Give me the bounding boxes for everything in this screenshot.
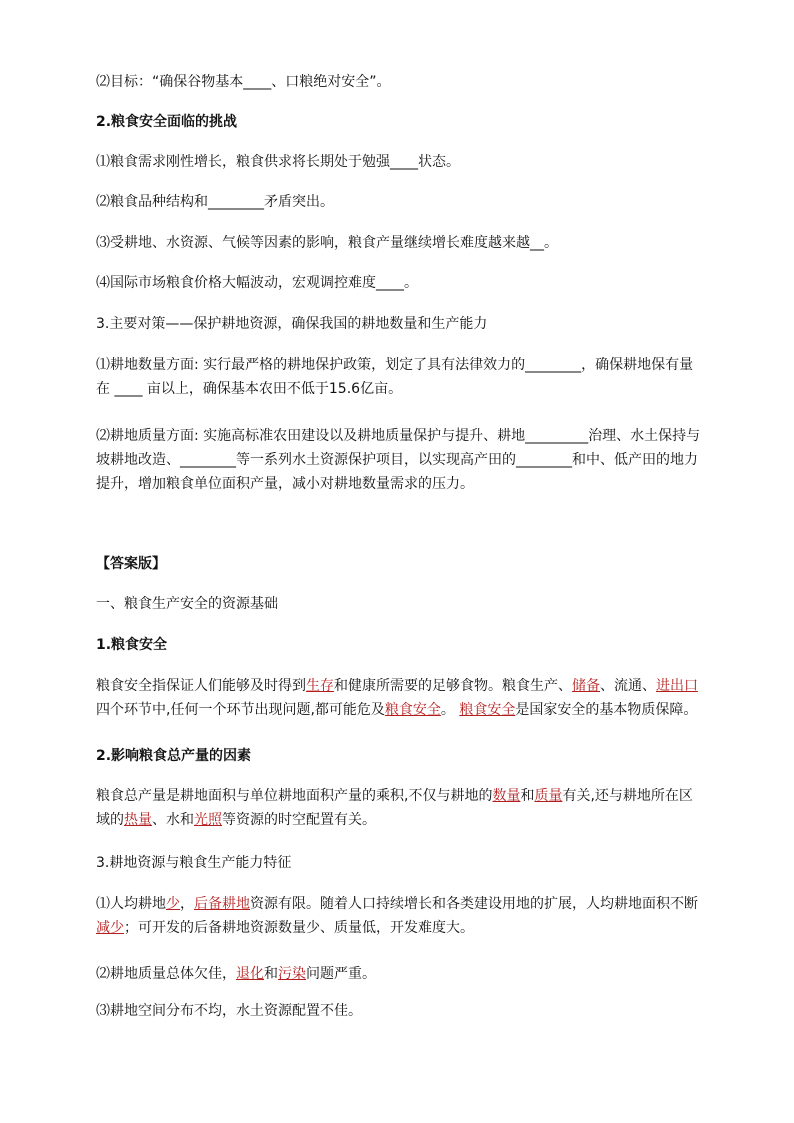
answer-term: 储备 [572, 678, 600, 694]
challenge-4: ⑷国际市场粮食价格大幅波动，宏观调控难度____。 [96, 275, 418, 291]
text: 是国家安全的基本物质保障。 [515, 702, 698, 718]
challenge-3: ⑶受耕地、水资源、气候等因素的影响，粮食产量继续增长难度越来越__。 [96, 235, 558, 251]
text: 粮食总产量是耕地面积与单位耕地面积产量的乘积,不仅与耕地的 [96, 788, 493, 804]
text: 、流通、 [600, 678, 656, 694]
text: 资源有限。随着人口持续增长和各类建设用地的扩展，人均耕地面积不断 [250, 896, 698, 912]
heading-measures: 3.主要对策——保护耕地资源，确保我国的耕地数量和生产能力 [96, 316, 488, 332]
text: 粮食安全指保证人们能够及时得到 [96, 678, 306, 694]
text: 和健康所需要的足够食物。粮食生产、 [334, 678, 572, 694]
challenge-2: ⑵粮食品种结构和________矛盾突出。 [96, 194, 334, 210]
heading-total-output: 2.影响粮食总产量的因素 [96, 748, 252, 764]
answer-term: 进出口 [656, 678, 698, 694]
answer-term: 粮食安全 [459, 702, 516, 718]
text: 有关,还与耕地所在区域的 [96, 788, 693, 828]
farmland-point-1 [96, 892, 702, 940]
text: 和 [520, 788, 535, 804]
heading-farmland: 3.耕地资源与粮食生产能力特征 [96, 855, 292, 871]
heading-food-security: 1.粮食安全 [96, 637, 168, 653]
text: ⑴人均耕地 [96, 896, 166, 912]
section-1-title: 一、粮食生产安全的资源基础 [96, 596, 278, 612]
answer-header: 【答案版】 [96, 556, 166, 572]
answer-term: 后备耕地 [194, 896, 250, 912]
answer-term: 减少 [96, 920, 124, 936]
answer-term: 质量 [534, 788, 563, 804]
text: 和 [264, 966, 278, 982]
answer-term: 污染 [278, 966, 306, 982]
text: 问题严重。 [306, 966, 376, 982]
text: ；可开发的后备耕地资源数量少、质量低，开发难度大。 [124, 920, 474, 936]
heading-challenges: 2.粮食安全面临的挑战 [96, 114, 238, 130]
text: 、水和 [152, 812, 194, 828]
measure-quantity: ⑴耕地数量方面: 实行最严格的耕地保护政策，划定了具有法律效力的________，确保耕地保有量在 ____ 亩以上，确保基本农田不低于15.6亿亩。 [96, 357, 694, 397]
text: 。 [440, 702, 460, 718]
challenge-1: ⑴粮食需求刚性增长，粮食供求将长期处于勉强____状态。 [96, 154, 460, 170]
food-security-paragraph [96, 674, 702, 722]
text: ， [180, 896, 194, 912]
farmland-point-3: ⑶耕地空间分布不均，水土资源配置不佳。 [96, 1003, 362, 1019]
answer-term: 生存 [306, 678, 334, 694]
answer-term: 少 [166, 896, 180, 912]
total-output-paragraph [96, 784, 702, 832]
answer-term: 退化 [236, 966, 264, 982]
answer-term: 粮食安全 [384, 702, 441, 718]
answer-term: 光照 [194, 812, 222, 828]
measure-quality: ⑵耕地质量方面: 实施高标准农田建设以及耕地质量保护与提升、耕地_________治理、水土保持与坡耕地改造、________等一系列水土资源保护项目，以实现高产田的________和中、低产田的地力提升，增加粮食单位面积产量，减小对耕地数量需求的压力。 [96, 428, 701, 492]
answer-term: 热量 [124, 812, 152, 828]
goal-line: ⑵目标：“确保谷物基本____、口粮绝对安全”。 [96, 74, 391, 90]
text: 四个环节中,任何一个环节出现问题,都可能危及 [96, 702, 385, 718]
answer-term: 数量 [492, 788, 521, 804]
text: ⑵耕地质量总体欠佳， [96, 966, 236, 982]
farmland-point-2 [96, 962, 702, 986]
text: 等资源的时空配置有关。 [222, 812, 376, 828]
